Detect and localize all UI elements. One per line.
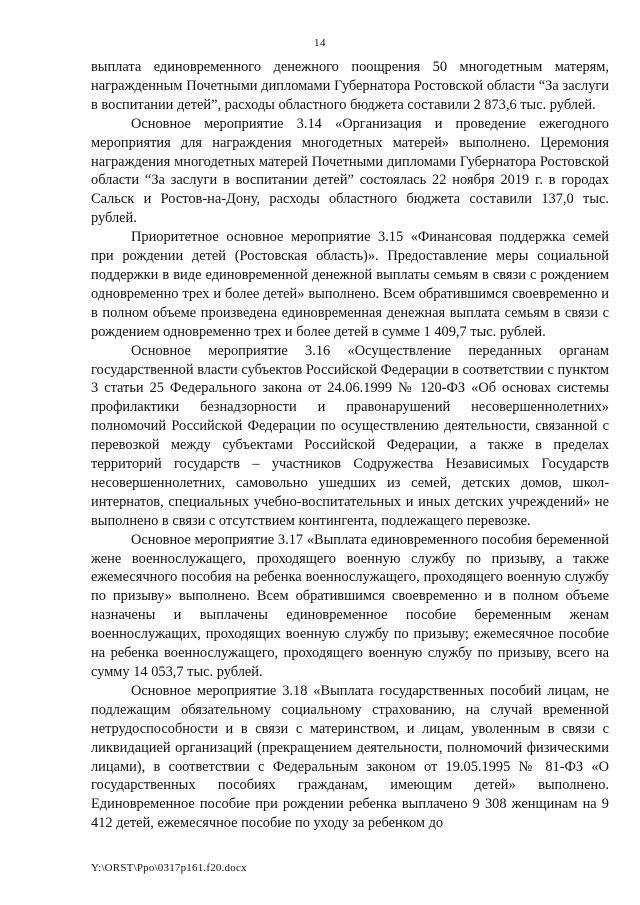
- paragraph-measure-3-18: Основное мероприятие 3.18 «Выплата государственных пособий лицам, не подлежащим обязательному социальному страхованию, на случай временной нетрудоспособности и в связи с материнством, и лицам, уволенным в связи с ликвидацией организаций (прекращением деятельности, полномочий физическими лицами), в соответствии с Федеральным законом от 19.05.1995 № 81-ФЗ «О государственных пособиях гражданам, имеющим детей» выполнено. Единовременное пособие при рождении ребенка выплачено 9 308 женщинам на 9 412 детей, ежемесячное пособие по уходу за ребенком до: [91, 682, 609, 832]
- paragraph-measure-3-14: Основное мероприятие 3.14 «Организация и проведение ежегодного мероприятия для награждения многодетных матерей» выполнено. Церемония награждения многодетных матерей Почетными дипломами Губернатора Ростовской области “За заслуги в воспитании детей” состоялась 22 ноября 2019 г. в городах Сальск и Ростов-на-Дону, расходы областного бюджета составили 137,0 тыс. рублей.: [91, 115, 609, 227]
- paragraph-measure-3-15: Приоритетное основное мероприятие 3.15 «Финансовая поддержка семей при рождении детей (Ростовская область)». Предоставление меры социальной поддержки в виде единовременной денежной выплаты семьям в связи с рождением одновременно трех и более детей» выполнено. Всем обратившимся своевременно и в полном объеме произведена единовременная денежная выплата семьям в связи с рождением одновременно трех и более детей в сумме 1 409,7 тыс. рублей.: [91, 229, 609, 340]
- page-number: 14: [314, 37, 326, 49]
- paragraph-measure-3-16: Основное мероприятие 3.16 «Осуществление переданных органам государственной власти субъектов Российской Федерации в соответствии с пунктом 3 статьи 25 Федерального закона от 24.06.1999 № 120-ФЗ «Об основах системы профилактики безнадзорности и правонарушений несовершеннолетних» полномочий Российской Федерации по осуществлению деятельности, связанной с перевозкой между субъектами Российской Федерации, а также в пределах территорий государств – участников Содружества Независимых Государств несовершеннолетних, самовольно ушедших из семей, детских домов, школ-интернатов, специальных учебно-воспитательных и иных детских учреждений» не выполнено в связи с отсутствием контингента, подлежащего перевозке.: [91, 342, 609, 529]
- footer-file-path: Y:\ORST\Ppo\0317p161.f20.docx: [91, 862, 247, 874]
- document-body: [91, 58, 609, 833]
- paragraph-measure-3-17: Основное мероприятие 3.17 «Выплата единовременного пособия беременной жене военнослужащего, проходящего военную службу по призыву, а также ежемесячного пособия на ребенка военнослужащего, проходящего военную службу по призыву» выполнено. Всем обратившимся своевременно и в полном объеме назначены и выплачены единовременное пособие беременным женам военнослужащих, проходящих военную службу по призыву; ежемесячное пособие на ребенка военнослужащего, проходящего военную службу по призыву, всего на сумму 14 053,7 тыс. рублей.: [91, 531, 609, 680]
- paragraph-continuation: выплата единовременного денежного поощрения 50 многодетным матерям, награжденным Почетными дипломами Губернатора Ростовской области “За заслуги в воспитании детей”, расходы областного бюджета составили 2 873,6 тыс. рублей.: [91, 59, 609, 113]
